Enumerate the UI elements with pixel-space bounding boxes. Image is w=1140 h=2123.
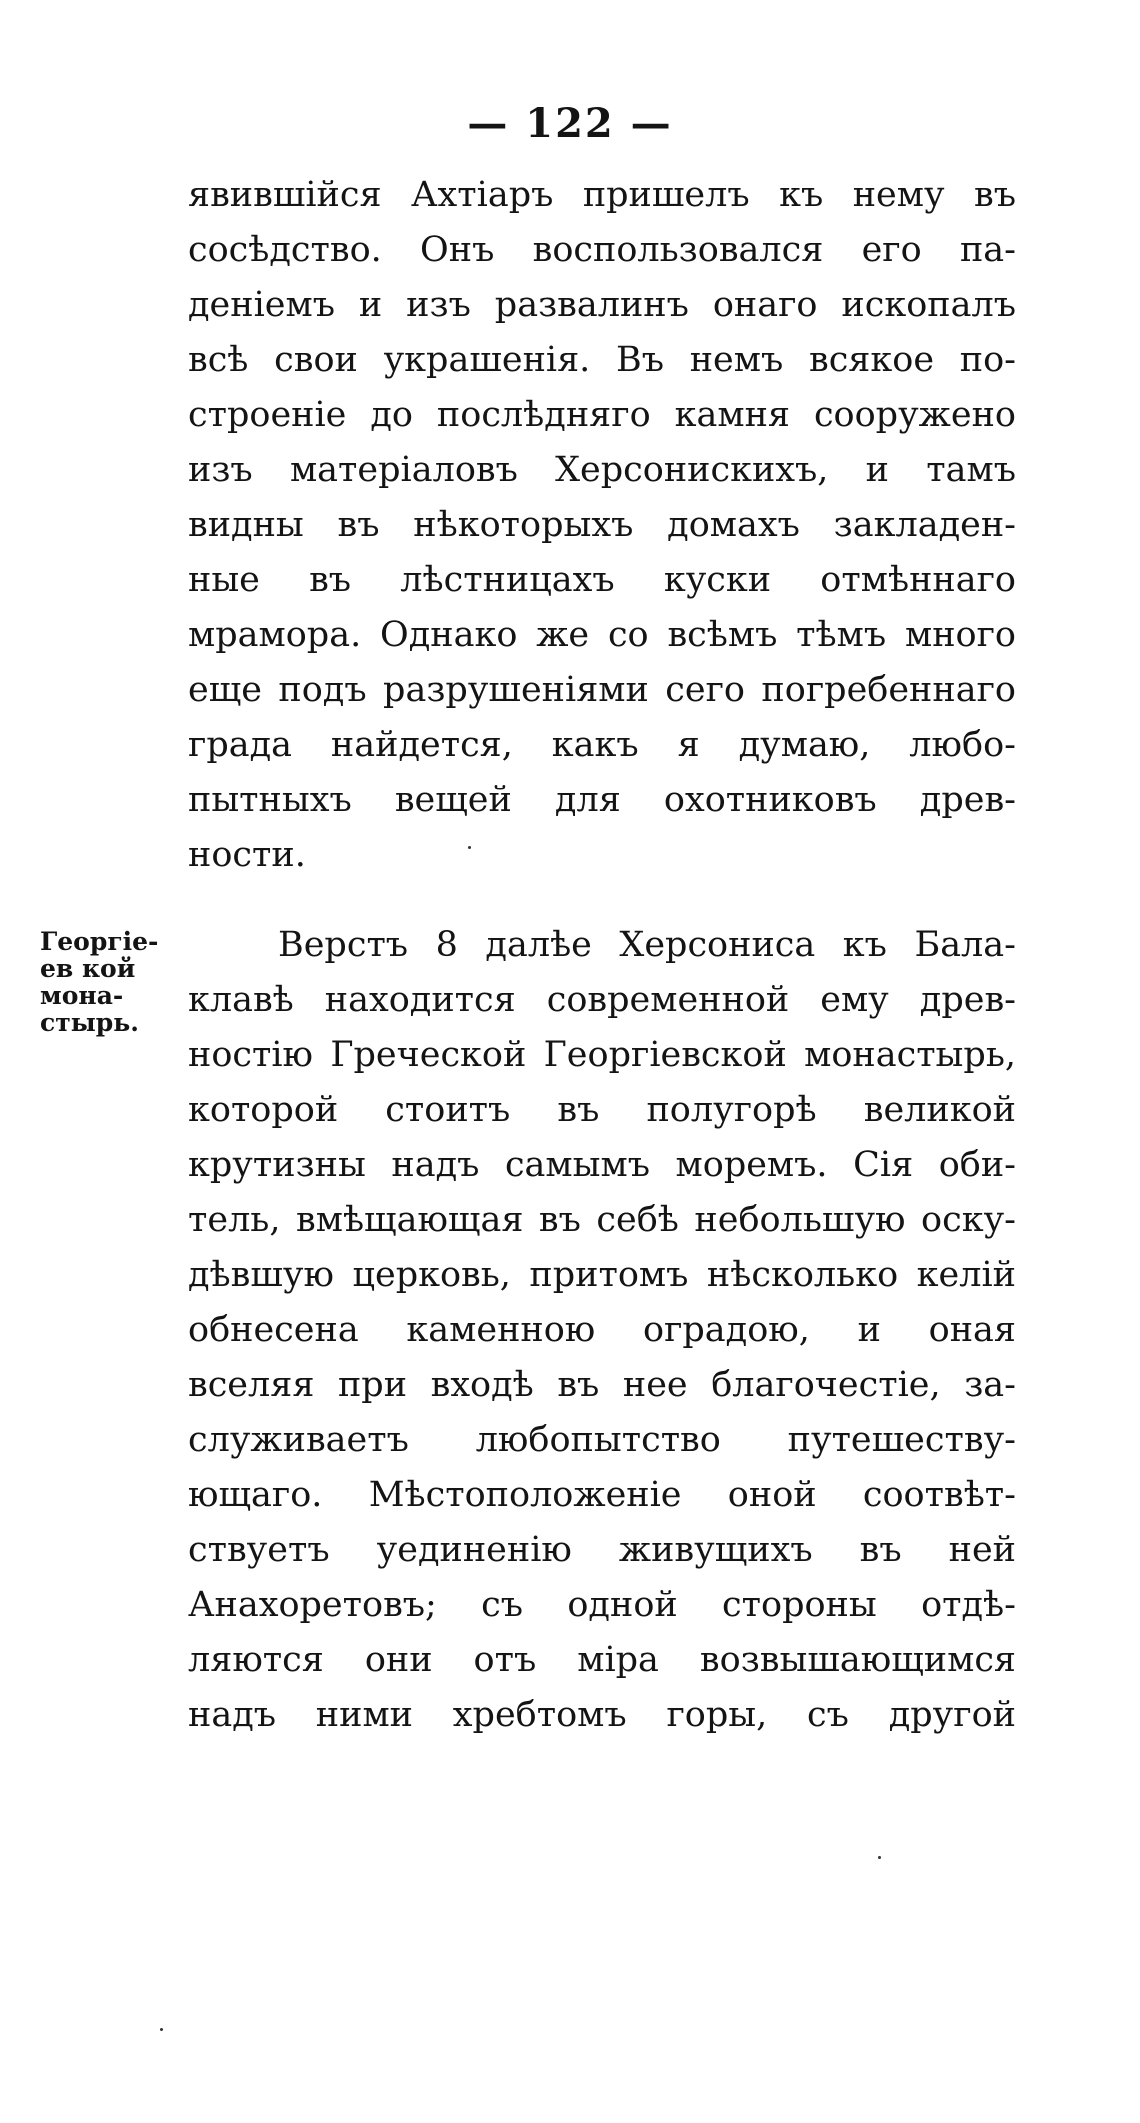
print-speck: [468, 846, 471, 849]
paragraph-line: сосѣдство. Онъ воспользовался его па-: [188, 230, 1016, 270]
marginal-note-line: мона-: [40, 981, 124, 1010]
paragraph-2: [188, 918, 1016, 1743]
print-speck: [878, 1856, 881, 1859]
paragraph-line: видны въ нѣкоторыхъ домахъ закладен-: [188, 505, 1016, 545]
paragraph-line: крутизны надъ самымъ моремъ. Сія оби-: [188, 1145, 1016, 1185]
paragraph-line: ствуетъ уединенію живущихъ въ ней: [188, 1530, 1016, 1570]
paragraph-1: [188, 168, 1016, 883]
paragraph-line: ющаго. Мѣстоположеніе оной соотвѣт-: [188, 1475, 1016, 1515]
paragraph-line: строеніе до послѣдняго камня сооружено: [188, 395, 1016, 435]
paragraph-line: ности.: [188, 835, 306, 875]
paragraph-line: надъ ними хребтомъ горы, съ другой: [188, 1695, 1016, 1735]
print-speck: [160, 2028, 163, 2031]
marginal-note-line: стырь.: [40, 1008, 139, 1037]
paragraph-line: деніемъ и изъ развалинъ онаго ископалъ: [188, 285, 1016, 325]
paragraph-line: всѣ свои украшенія. Въ немъ всякое по-: [188, 340, 1016, 380]
paragraph-line: града найдется, какъ я думаю, любо-: [188, 725, 1016, 765]
paragraph-line: клавѣ находится современной ему древ-: [188, 980, 1016, 1020]
paragraph-line: ляются они отъ міра возвышающимся: [188, 1640, 1016, 1680]
paragraph-line: обнесена каменною оградою, и оная: [188, 1310, 1016, 1350]
marginal-note: [40, 928, 170, 1036]
paragraph-line: дѣвшую церковь, притомъ нѣсколько келій: [188, 1255, 1016, 1295]
paragraph-line: мрамора. Однако же со всѣмъ тѣмъ много: [188, 615, 1016, 655]
paragraph-line: тель, вмѣщающая въ себѣ небольшую оску-: [188, 1200, 1016, 1240]
paragraph-line: Анахоретовъ; съ одной стороны отдѣ-: [188, 1585, 1016, 1625]
paragraph-line: пытныхъ вещей для охотниковъ древ-: [188, 780, 1016, 820]
paragraph-line: еще подъ разрушеніями сего погребеннаго: [188, 670, 1016, 710]
paragraph-line: Верстъ 8 далѣе Херсониса къ Бала-: [278, 925, 1016, 965]
page-number: — 122 —: [467, 100, 673, 147]
paragraph-line: ные въ лѣстницахъ куски отмѣннаго: [188, 560, 1016, 600]
paragraph-line: служиваетъ любопытство путешеству-: [188, 1420, 1016, 1460]
paragraph-line: ностію Греческой Георгіевской монастырь,: [188, 1035, 1016, 1075]
marginal-note-line: Георгіе-: [40, 927, 159, 956]
paragraph-line: вселяя при входѣ въ нее благочестіе, за-: [188, 1365, 1016, 1405]
paragraph-line: которой стоитъ въ полугорѣ великой: [188, 1090, 1016, 1130]
paragraph-line: явившійся Ахтіаръ пришелъ къ нему въ: [188, 175, 1016, 215]
marginal-note-line: ев кой: [40, 954, 136, 983]
paragraph-line: изъ матеріаловъ Херсонискихъ, и тамъ: [188, 450, 1016, 490]
